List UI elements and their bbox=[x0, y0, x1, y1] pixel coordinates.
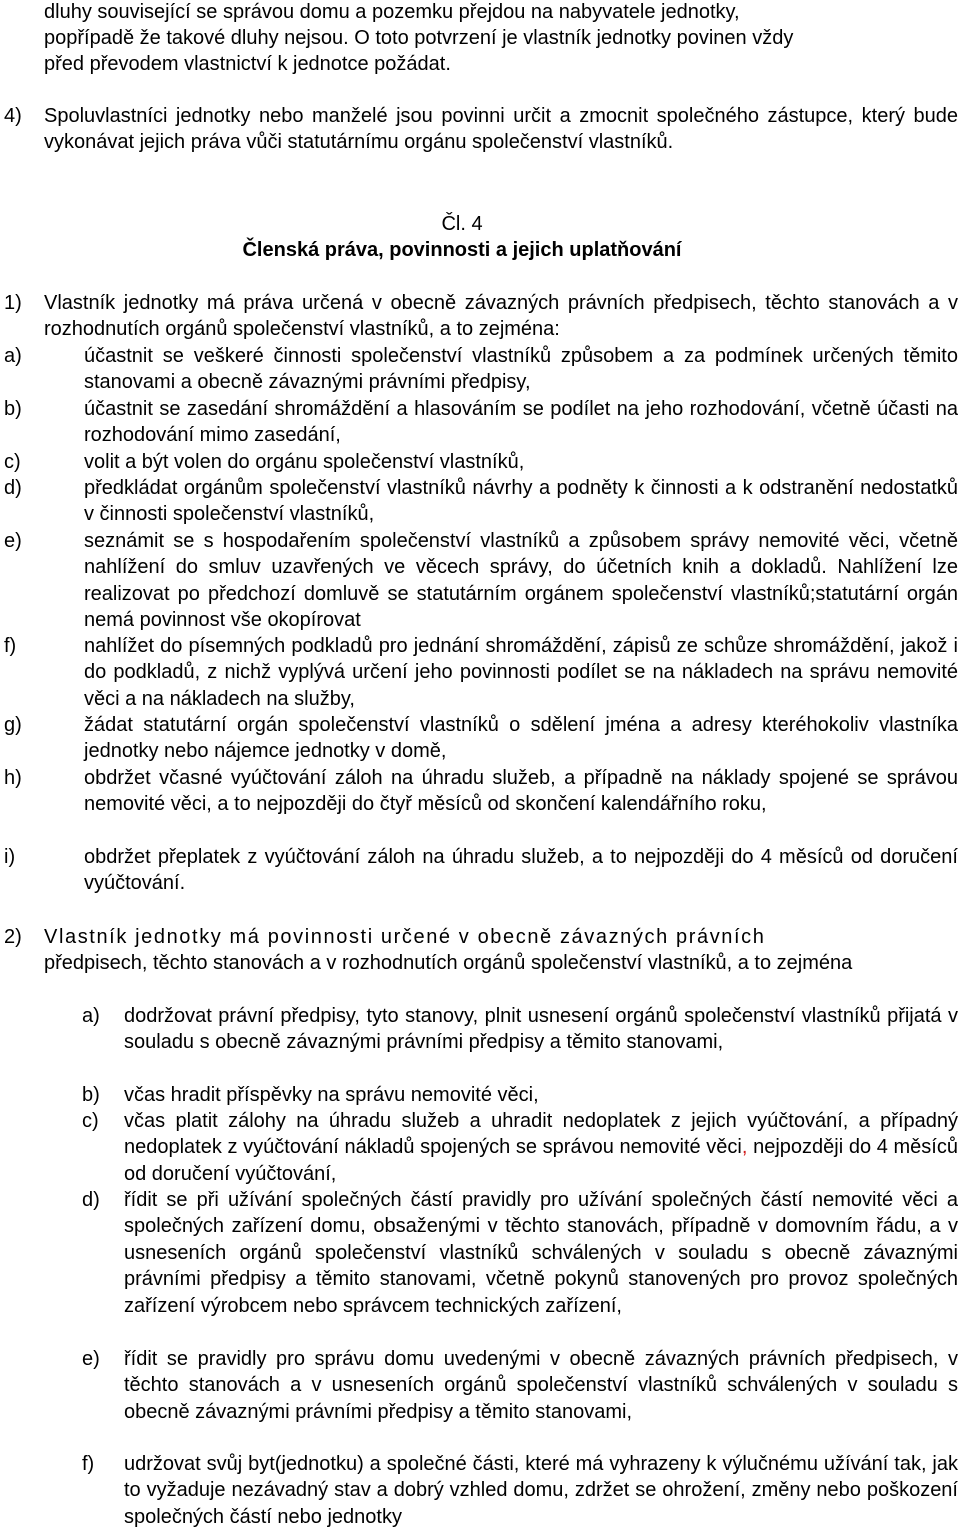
list-item-label: g) bbox=[4, 714, 22, 736]
list-item-text: žádat statutární orgán společenství vlastníků o sdělení jména a adresy kteréhokoliv vlastníka jednotky nebo nájemce jednotky v domě, bbox=[84, 714, 958, 763]
list-item-label: f) bbox=[4, 635, 17, 657]
list-item-text: obdržet včasné vyúčtování záloh na úhradu služeb, a případně na náklady spojené se správou nemovité věci, a to nejpozději do čtyř měsíců od skončení kalendářního roku, bbox=[84, 767, 958, 816]
list-item-text: obdržet přeplatek z vyúčtování záloh na úhradu služeb, a to nejpozději do 4 měsíců od doručení vyúčtování. bbox=[84, 846, 958, 895]
section-intro: předpisech, těchto stanovách a v rozhodnutích orgánů společenství vlastníků, a to zejména bbox=[44, 952, 853, 974]
list-item-text: řídit se při užívání společných částí pravidly pro užívání společných částí nemovité věci a společných zařízení domu, obsaženými v těchto stanovách, případně v domovním řádu, a v usneseních orgánů společenství vlastníků schválených v souladu s obecně závaznými právními předpisy a těmito stanovami, včetně pokynů stanovených pro provoz společných zařízení výrobcem nebo správcem technických zařízení, bbox=[124, 1189, 958, 1317]
list-item-label: d) bbox=[82, 1189, 100, 1211]
list-item-text: udržovat svůj byt(jednotku) a společné části, které má vyhrazeny k výlučnému užívání tak, jak to vyžaduje nezávadný stav a dobrý vzhled domu, zdržet se ohrožení, změny nebo poškození společných částí nebo jednotky bbox=[124, 1453, 958, 1528]
list-item-text: dodržovat právní předpisy, tyto stanovy, plnit usnesení orgánů společenství vlastníků přijatá v souladu s obecně závaznými právními předpisy a těmito stanovami, bbox=[124, 1005, 958, 1054]
list-item-label: a) bbox=[82, 1005, 100, 1027]
section-intro: Vlastník jednotky má práva určená v obecně závazných právních předpisech, těchto stanovách a v rozhodnutích orgánů společenství vlastníků, a to zejména: bbox=[44, 292, 958, 341]
list-item-text bbox=[124, 1108, 958, 1187]
list-item-label: i) bbox=[4, 846, 16, 868]
list-item-label: e) bbox=[4, 530, 22, 552]
list-item-label: e) bbox=[82, 1348, 100, 1370]
paragraph-text: Spoluvlastníci jednotky nebo manželé jsou povinni určit a zmocnit společného zástupce, který bude vykonávat jejich práva vůči statutárnímu orgánu společenství vlastníků. bbox=[44, 105, 958, 154]
list-item-label: b) bbox=[82, 1084, 100, 1106]
section-number: 1) bbox=[4, 292, 22, 314]
continuation-line-2: popřípadě že takové dluhy nejsou. O toto potvrzení je vlastník jednotky povinen vždy bbox=[44, 27, 794, 49]
list-item-label: f) bbox=[82, 1453, 95, 1475]
list-item-text: účastnit se zasedání shromáždění a hlasováním se podílet na jeho rozhodování, včetně účasti na rozhodování mimo zasedání, bbox=[84, 398, 958, 447]
list-item-text: volit a být volen do orgánu společenství vlastníků, bbox=[84, 451, 525, 473]
list-item-label: b) bbox=[4, 398, 22, 420]
list-item-text-end: nejpozději do 4 měsíců od doručení vyúčtování, bbox=[124, 1136, 958, 1185]
continuation-line-1: dluhy související se správou domu a pozemku přejdou na nabyvatele jednotky, bbox=[44, 1, 740, 23]
list-item-text-main: včas platit zálohy na úhradu služeb a uhradit nedoplatek z jejich vyúčtování, a případný nedoplatek z vyúčtování nákladů spojených se správou nemovité věci bbox=[124, 1110, 958, 1159]
list-item-text: nahlížet do písemných podkladů pro jednání shromáždění, zápisů ze schůze shromáždění, jakož i do podkladů, z nichž vyplývá určení jeho povinnosti podílet se na nákladech na správu nemovité věci a na nákladech na služby, bbox=[84, 635, 958, 710]
section-number: 2) bbox=[4, 926, 22, 948]
continuation-line-3: před převodem vlastnictví k jednotce požádat. bbox=[44, 53, 451, 75]
paragraph-number: 4) bbox=[4, 105, 22, 127]
list-item-text: řídit se pravidly pro správu domu uvedenými v obecně závazných právních předpisech, v těchto stanovách a v usneseních orgánů společenství vlastníků schválených v souladu s obecně závaznými právními předpisy a těmito stanovami, bbox=[124, 1348, 958, 1423]
list-item-text: seznámit se s hospodařením společenství vlastníků a způsobem správy nemovité věci, včetně nahlížení do smluv uzavřených ve věcech správy, do účetních knih a dokladů. Nahlížení lze realizovat po předchozí domluvě se statutárním orgánem společenství vlastníků;statutární orgán nemá povinnost vše okopírovat bbox=[84, 530, 958, 632]
article-number: Čl. 4 bbox=[441, 213, 483, 235]
article-title: Členská práva, povinnosti a jejich uplatňování bbox=[242, 239, 682, 261]
list-item-label: h) bbox=[4, 767, 22, 789]
highlighted-comma: , bbox=[741, 1136, 748, 1159]
list-item-text: včas hradit příspěvky na správu nemovité věci, bbox=[124, 1084, 539, 1106]
list-item-text: účastnit se veškeré činnosti společenství vlastníků způsobem a za podmínek určených těmito stanovami a obecně závaznými právními předpisy, bbox=[84, 345, 958, 394]
list-item-label: d) bbox=[4, 477, 22, 499]
list-item-label: c) bbox=[82, 1110, 99, 1132]
section-intro-first-line: Vlastník jednotky má povinnosti určené v obecně závazných právních bbox=[44, 926, 766, 948]
list-item-text: předkládat orgánům společenství vlastníků návrhy a podněty k činnosti a k odstranění nedostatků v činnosti společenství vlastníků, bbox=[84, 477, 958, 526]
list-item-label: a) bbox=[4, 345, 22, 367]
list-item-label: c) bbox=[4, 451, 21, 473]
